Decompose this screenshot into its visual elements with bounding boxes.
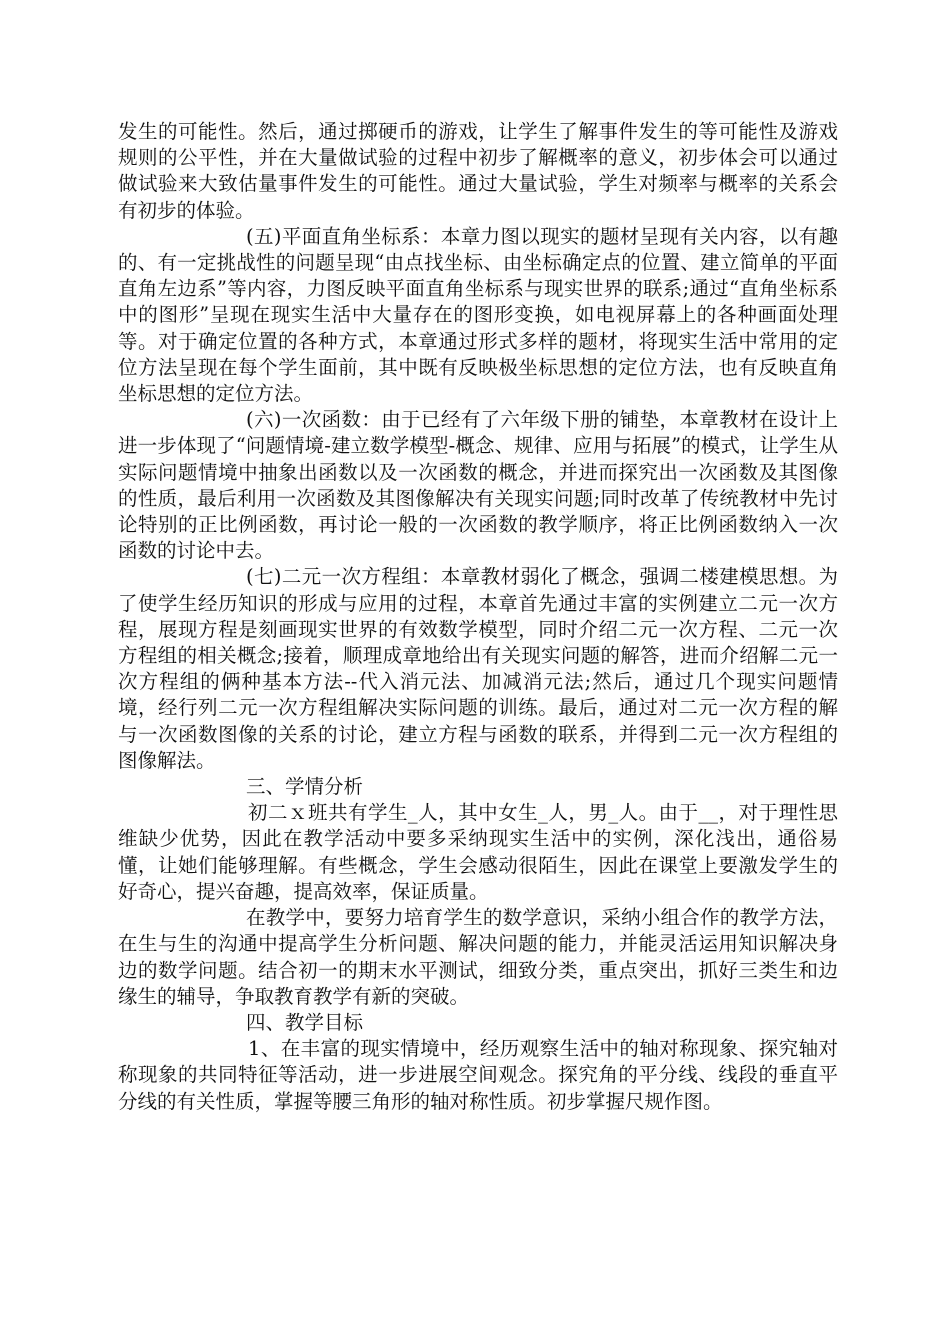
paragraph-coordinate-system: (五)平面直角坐标系：本章力图以现实的题材呈现有关内容，以有趣的、有一定挑战性的问题呈现“由点找坐标、由坐标确定点的位置、建立简单的平面直角左边系”等内容，力图反映平面直角坐标系与现实世界的联系;通过“直角坐标系中的图形”呈现在现实生活中大量存在的图形变换，如电视屏幕上的各种画面处理等。对于确定位置的各种方式，本章通过形式多样的题材，将现实生活中常用的定位方法呈现在每个学生面前，其中既有反映极坐标思想的定位方法，也有反映直角坐标思想的定位方法。 bbox=[118, 224, 838, 406]
section-heading-teaching-goals: 四、教学目标 bbox=[246, 1010, 364, 1034]
paragraph-linear-equations: (七)二元一次方程组：本章教材弱化了概念，强调二楼建模思想。为了使学生经历知识的形成与应用的过程，本章首先通过丰富的实例建立二元一次方程，展现方程是刻画现实世界的有效数学模型，同时介绍二元一次方程、二元一次方程组的相关概念;接着，顺理成章地给出有关现实问题的解答，进而介绍解二元一次方程组的俩种基本方法--代入消元法、加减消元法;然后，通过几个现实问题情境，经行列二元一次方程组解决实际问题的训练。最后，通过对二元一次方程的解与一次函数图像的关系的讨论，建立方程与函数的联系，并得到二元一次方程组的图像解法。 bbox=[118, 565, 838, 772]
paragraph-goal-1: 1、在丰富的现实情境中，经历观察生活中的轴对称现象、探究轴对称现象的共同特征等活动，进一步进展空间观念。探究角的平分线、线段的垂直平分线的有关性质，掌握等腰三角形的轴对称性质。初步掌握尺规作图。 bbox=[118, 1037, 838, 1113]
section-heading-student-analysis: 三、学情分析 bbox=[246, 775, 364, 799]
document-page bbox=[118, 119, 838, 1115]
paragraph-probability-continued: 发生的可能性。然后，通过掷硬币的游戏，让学生了解事件发生的等可能性及游戏规则的公平性，并在大量做试验的过程中初步了解概率的意义，初步体会可以通过做试验来大致估量事件发生的可能性。通过大量试验，学生对频率与概率的关系会有初步的体验。 bbox=[118, 120, 838, 222]
paragraph-teaching-approach: 在教学中，要努力培育学生的数学意识，采纳小组合作的教学方法，在生与生的沟通中提高学生分析问题、解决问题的能力，并能灵活运用知识解决身边的数学问题。结合初一的期末水平测试，细致分类，重点突出，抓好三类生和边缘生的辅导，争取教育教学有新的突破。 bbox=[118, 906, 838, 1008]
paragraph-linear-function: (六)一次函数：由于已经有了六年级下册的铺垫，本章教材在设计上进一步体现了“问题情境-建立数学模型-概念、规律、应用与拓展”的模式，让学生从实际问题情境中抽象出函数以及一次函数的概念，并进而探究出一次函数及其图像的性质，最后利用一次函数及其图像解决有关现实问题;同时改革了传统教材中先讨论特别的正比例函数，再讨论一般的一次函数的教学顺序，将正比例函数纳入一次函数的讨论中去。 bbox=[118, 408, 838, 563]
paragraph-class-info: 初二ｘ班共有学生_人，其中女生_人，男_人。由于__，对于理性思维缺少优势，因此在教学活动中要多采纳现实生活中的实例，深化浅出，通俗易懂，让她们能够理解。有些概念，学生会感动很陌生，因此在课堂上要激发学生的好奇心，提兴奋趣，提高效率，保证质量。 bbox=[118, 801, 838, 903]
